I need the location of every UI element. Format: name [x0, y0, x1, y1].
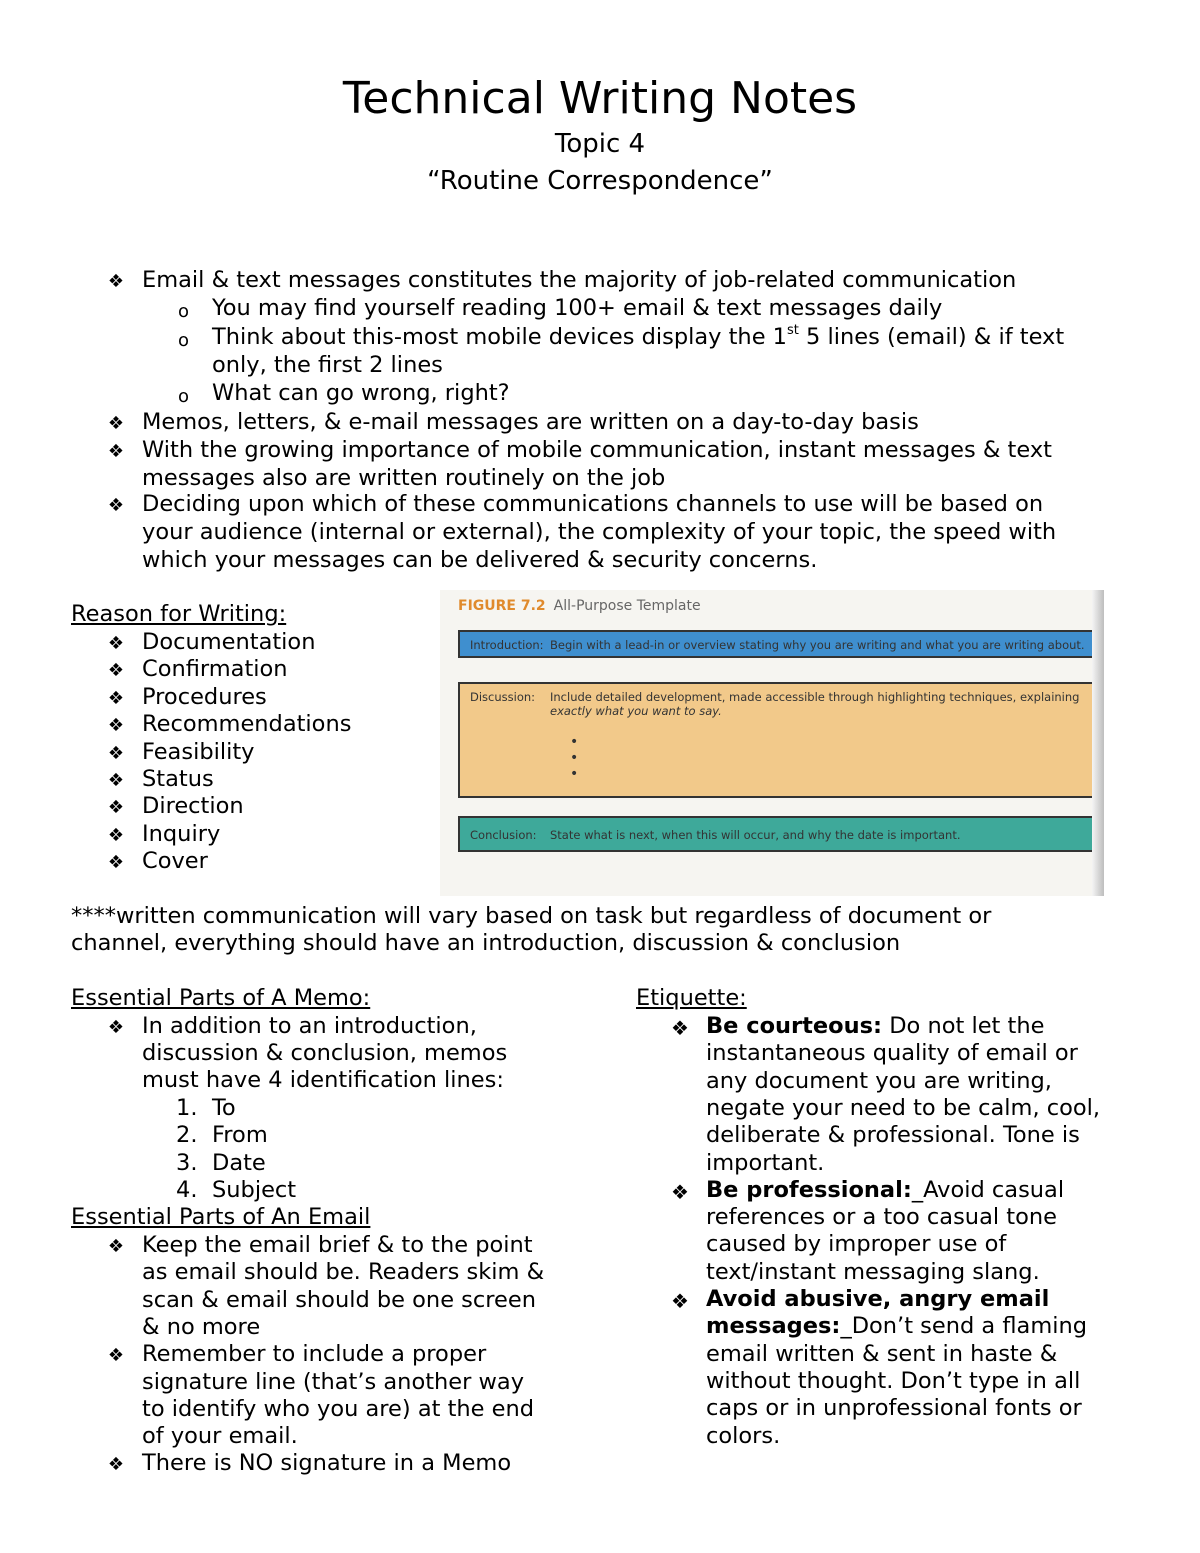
filled-diamond-bullet-icon: ❖: [671, 1289, 689, 1313]
reason-item: Cover: [142, 848, 208, 875]
intro-sub-2: Think about this-most mobile devices display the 1st 5 lines (email) & if text: [212, 322, 1065, 350]
diamond-bullet-icon: ❖: [107, 271, 125, 292]
diamond-bullet-icon: ❖: [107, 797, 125, 819]
diamond-bullet-icon: ❖: [107, 770, 125, 791]
diamond-bullet-icon: ❖: [107, 495, 125, 516]
figure-conclusion-box: Conclusion: State what is next, when this will occur, and why the date is important.: [458, 816, 1098, 852]
etiquette-line: instantaneous quality of email or: [706, 1040, 1078, 1067]
figure-discussion-box: Discussion: Include detailed development, made accessible through highlighting techniques, explaining exactly what you want to say. • • •: [458, 682, 1098, 798]
etiquette-line: text/instant messaging slang.: [706, 1258, 1040, 1285]
diamond-bullet-icon: ❖: [107, 441, 125, 462]
memo-bullet-line: In addition to an introduction,: [142, 1013, 477, 1039]
filled-diamond-bullet-icon: ❖: [671, 1179, 689, 1204]
etiquette-line: caps or in unprofessional fonts or: [706, 1395, 1082, 1422]
email-bullet-line: of your email.: [142, 1423, 298, 1450]
etiquette-line: negate your need to be calm, cool,: [706, 1094, 1101, 1121]
circle-bullet-icon: o: [178, 330, 190, 351]
email-bullet-line: & no more: [142, 1313, 261, 1340]
intro-sub-2-cont: only, the first 2 lines: [212, 352, 443, 378]
intro-bullet-4-cont: which your messages can be delivered & security concerns.: [142, 547, 818, 573]
reason-item: Feasibility: [142, 738, 255, 765]
diamond-bullet-icon: ❖: [107, 824, 125, 846]
etiquette-line: colors.: [706, 1422, 781, 1449]
figure-label: All-Purpose Template: [553, 598, 701, 614]
etiquette-line: [706, 1012, 1044, 1040]
email-bullet-line: Remember to include a proper: [142, 1341, 487, 1368]
all-purpose-template-figure: [440, 590, 1104, 896]
diamond-bullet-icon: ❖: [107, 687, 125, 709]
topic-title: “Routine Correspondence”: [427, 166, 773, 196]
email-bullet-line: to identify who you are) at the end: [142, 1395, 535, 1422]
etiquette-line: [706, 1176, 1064, 1204]
diamond-bullet-icon: ❖: [107, 1017, 125, 1038]
list-number: 2.: [176, 1122, 198, 1149]
etiquette-text: Do not let the: [882, 1013, 1045, 1039]
note-line-2: channel, everything should have an introduction, discussion & conclusion: [71, 930, 901, 956]
etiquette-text: _Don’t send a flaming: [840, 1313, 1088, 1340]
list-number: 4.: [176, 1177, 198, 1204]
intro-bullet-2: Memos, letters, & e-mail messages are written on a day-to-day basis: [142, 409, 919, 435]
intro-bullet-3-cont: messages also are written routinely on the job: [142, 465, 666, 491]
email-bullet-line: There is NO signature in a Memo: [142, 1450, 512, 1477]
email-bullet-line: signature line (that’s another way: [142, 1368, 525, 1395]
reason-item: Recommendations: [142, 711, 352, 738]
diamond-bullet-icon: ❖: [107, 715, 125, 737]
reason-item: Direction: [142, 793, 244, 820]
etiquette-line: Avoid abusive, angry email: [706, 1286, 1050, 1312]
figure-number: FIGURE 7.2: [458, 598, 546, 614]
reason-item: Confirmation: [142, 656, 288, 683]
etiquette-line: email written & sent in haste &: [706, 1340, 1058, 1367]
intro-bullet-1: Email & text messages constitutes the majority of job-related communication: [142, 267, 1017, 293]
email-bullet-line: as email should be. Readers skim &: [142, 1259, 545, 1286]
memo-bullet-line: discussion & conclusion, memos: [142, 1040, 508, 1066]
diamond-bullet-icon: ❖: [107, 1345, 125, 1367]
diamond-bullet-icon: ❖: [107, 633, 125, 654]
intro-sub-3: What can go wrong, right?: [212, 380, 510, 406]
diamond-bullet-icon: ❖: [107, 413, 125, 434]
page-title: Technical Writing Notes: [342, 73, 858, 124]
etiquette-text: messages:: [706, 1313, 841, 1340]
etiquette-line: any document you are writing,: [706, 1067, 1052, 1094]
filled-diamond-bullet-icon: ❖: [671, 1016, 689, 1040]
reason-item: Inquiry: [142, 820, 221, 847]
etiquette-text: _Avoid casual: [911, 1176, 1065, 1203]
list-number: 1.: [176, 1095, 198, 1121]
diamond-bullet-icon: ❖: [107, 1236, 125, 1257]
reason-item: Procedures: [142, 683, 267, 710]
memo-id-line: Subject: [212, 1177, 297, 1204]
intro-bullet-4-cont: your audience (internal or external), the complexity of your topic, the speed with: [142, 519, 1057, 545]
figure-introduction-box: Introduction: Begin with a lead-in or overview stating why you are writing and what you are writing about.: [458, 630, 1098, 658]
diamond-bullet-icon: ❖: [107, 742, 125, 764]
etiquette-line: references or a too casual tone: [706, 1204, 1057, 1231]
etiquette-line: without thought. Don’t type in all: [706, 1367, 1081, 1394]
reason-item: Documentation: [142, 629, 316, 655]
etiquette-heading: Etiquette:: [636, 985, 747, 1011]
etiquette-line: [706, 1312, 1087, 1340]
memo-id-line: From: [212, 1122, 268, 1149]
intro-bullet-4: Deciding upon which of these communications channels to use will be based on: [142, 491, 1044, 517]
etiquette-text: Be courteous:: [706, 1013, 883, 1039]
figure-page-edge: [1092, 590, 1104, 896]
circle-bullet-icon: o: [178, 386, 190, 407]
etiquette-line: important.: [706, 1149, 825, 1176]
diamond-bullet-icon: ❖: [107, 1454, 125, 1476]
etiquette-text: Be professional:: [706, 1176, 912, 1203]
topic-number: Topic 4: [554, 129, 646, 159]
memo-id-line: To: [212, 1095, 236, 1121]
note-line-1: ****written communication will vary based on task but regardless of document or: [71, 903, 992, 929]
email-heading: Essential Parts of An Email: [71, 1204, 371, 1230]
figure-caption: [458, 598, 701, 614]
etiquette-line: deliberate & professional. Tone is: [706, 1122, 1080, 1149]
circle-bullet-icon: o: [178, 301, 190, 322]
intro-sub-1: You may find yourself reading 100+ email & text messages daily: [212, 295, 943, 321]
etiquette-line: caused by improper use of: [706, 1231, 1007, 1258]
email-bullet-line: scan & email should be one screen: [142, 1286, 536, 1313]
diamond-bullet-icon: ❖: [107, 852, 125, 874]
email-bullet-line: Keep the email brief & to the point: [142, 1232, 533, 1258]
reason-item: Status: [142, 766, 214, 792]
diamond-bullet-icon: ❖: [107, 660, 125, 682]
list-number: 3.: [176, 1149, 198, 1176]
reasons-heading: Reason for Writing:: [71, 601, 287, 627]
memo-id-line: Date: [212, 1149, 266, 1176]
memo-heading: Essential Parts of A Memo:: [71, 985, 371, 1011]
figure-bullet-dots: • • •: [570, 734, 579, 782]
intro-bullet-3: With the growing importance of mobile communication, instant messages & text: [142, 437, 1052, 463]
memo-bullet-line: must have 4 identification lines:: [142, 1067, 504, 1093]
